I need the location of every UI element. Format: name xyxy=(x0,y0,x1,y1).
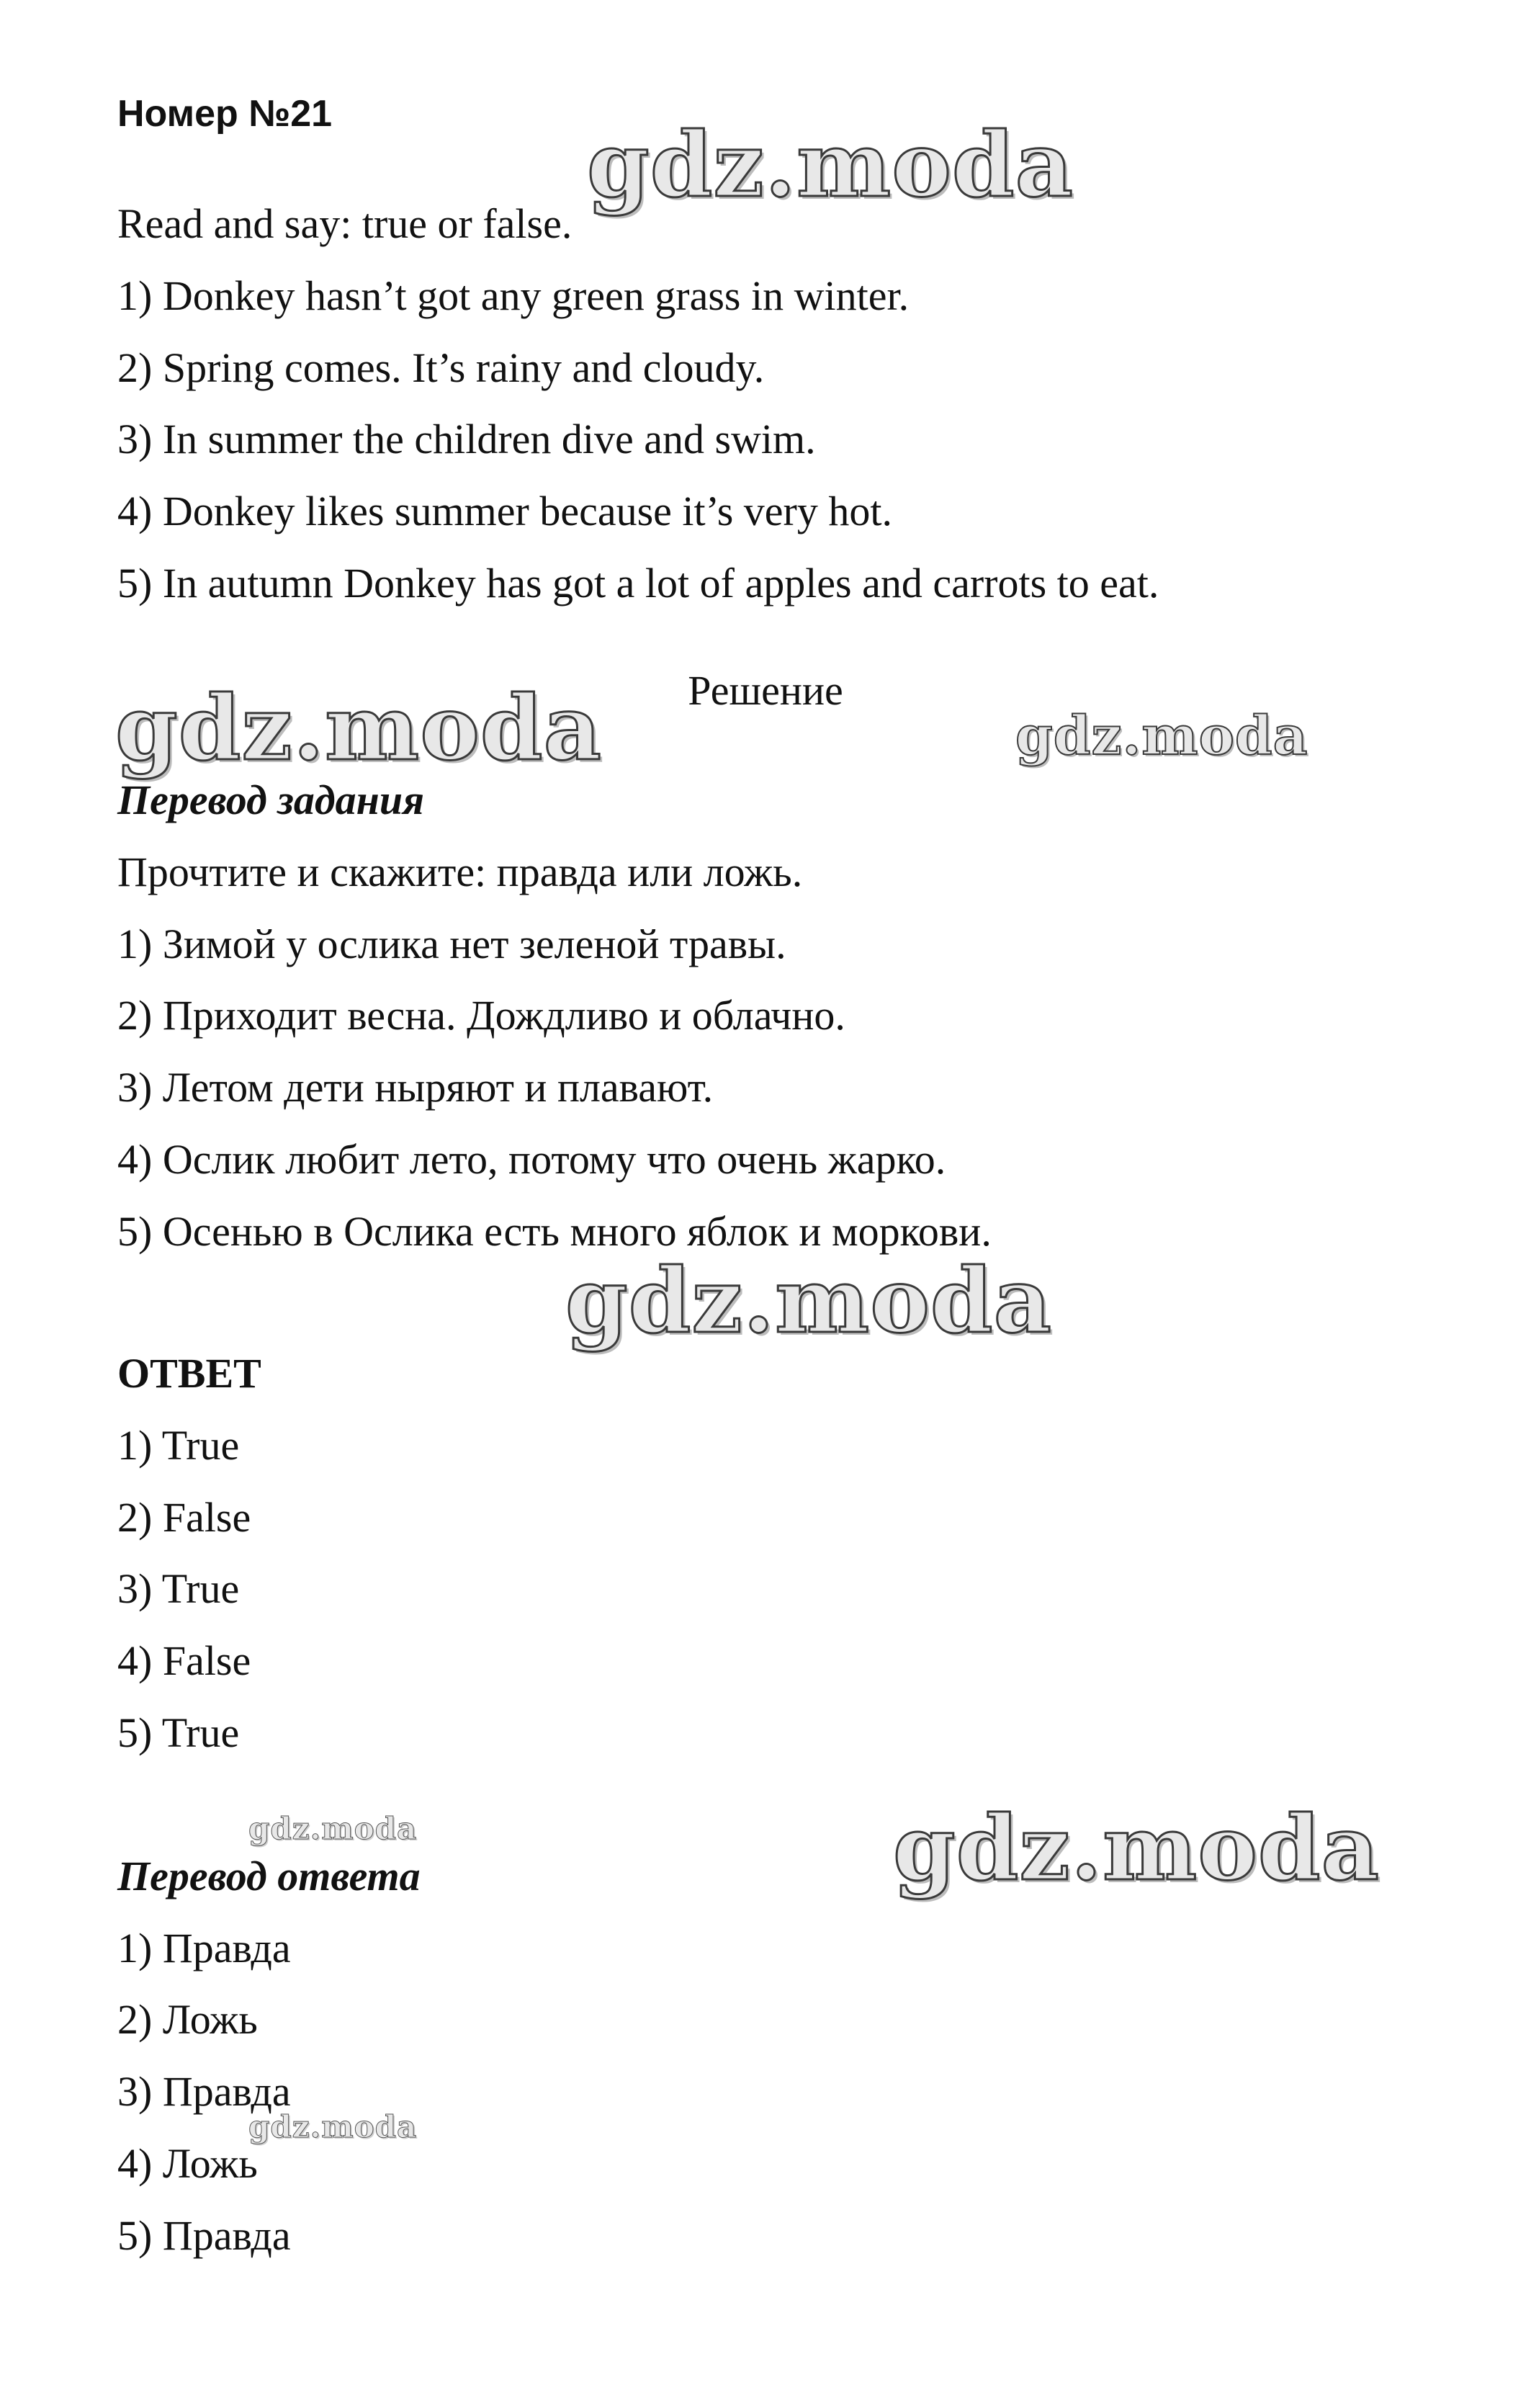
answer-item: 2) False xyxy=(117,1494,251,1541)
watermark: gdz.moda xyxy=(248,1811,418,1846)
task-item: 3) In summer the children dive and swim. xyxy=(117,416,816,462)
answer-translation-item: 5) Правда xyxy=(117,2212,291,2259)
translation-item: 4) Ослик любит лето, потому что очень жарко. xyxy=(117,1136,946,1183)
translation-instruction: Прочтите и скажите: правда или ложь. xyxy=(117,849,803,895)
task-item: 2) Spring comes. It’s rainy and cloudy. xyxy=(117,344,765,391)
watermark: gdz.moda xyxy=(248,2109,418,2144)
watermark: gdz.moda xyxy=(1015,705,1308,767)
translation-item: 2) Приходит весна. Дождливо и облачно. xyxy=(117,992,845,1039)
task-item: 5) In autumn Donkey has got a lot of apples and carrots to eat. xyxy=(117,560,1159,607)
task-item: 1) Donkey hasn’t got any green grass in winter. xyxy=(117,272,910,319)
answer-translation-item: 3) Правда xyxy=(117,2068,291,2115)
watermark: gdz.moda xyxy=(893,1796,1380,1901)
answer-item: 5) True xyxy=(117,1709,240,1756)
translation-heading: Перевод задания xyxy=(117,776,424,823)
answer-translation-item: 2) Ложь xyxy=(117,1996,258,2043)
translation-item: 3) Летом дети ныряют и плавают. xyxy=(117,1064,714,1111)
answer-item: 3) True xyxy=(117,1565,240,1612)
watermark: gdz.moda xyxy=(565,1249,1052,1353)
translation-item: 1) Зимой у ослика нет зеленой травы. xyxy=(117,921,786,967)
watermark: gdz.moda xyxy=(115,676,602,781)
answer-translation-item: 1) Правда xyxy=(117,1925,291,1971)
watermark: gdz.moda xyxy=(587,113,1074,218)
answer-item: 1) True xyxy=(117,1422,240,1469)
answer-item: 4) False xyxy=(117,1637,251,1684)
task-instruction: Read and say: true or false. xyxy=(117,200,573,247)
page-title: Номер №21 xyxy=(117,93,333,135)
solution-label: Решение xyxy=(688,667,843,714)
answer-translation-item: 4) Ложь xyxy=(117,2140,258,2187)
answer-translation-heading: Перевод ответа xyxy=(117,1853,421,1899)
translation-item: 5) Осенью в Ослика есть много яблок и моркови. xyxy=(117,1208,992,1255)
task-item: 4) Donkey likes summer because it’s very hot. xyxy=(117,488,892,534)
answer-heading: ОТВЕТ xyxy=(117,1350,261,1397)
